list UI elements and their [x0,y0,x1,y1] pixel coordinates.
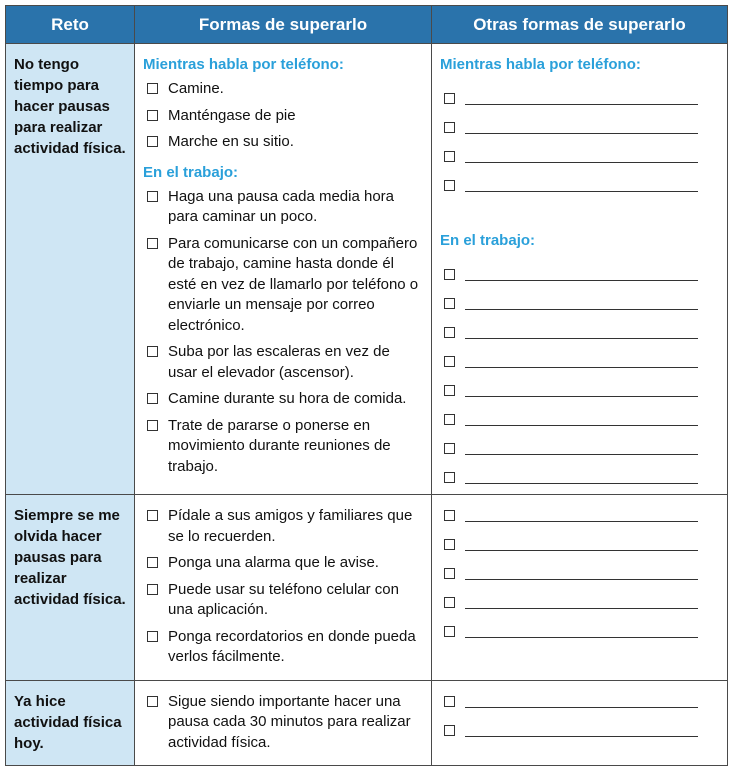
write-in-line[interactable] [465,549,698,551]
checkbox-icon[interactable] [147,191,158,202]
ways-cell [135,680,432,766]
item-text: Ponga recordatorios en donde pueda verlos fácilmente. [168,627,416,665]
write-in-line[interactable] [465,482,698,484]
item-text: Ponga una alarma que le avise. [168,554,379,571]
checkbox-icon[interactable] [147,346,158,357]
blank-option[interactable] [440,79,719,108]
checkbox-icon[interactable] [444,725,455,736]
blank-option[interactable] [440,506,719,525]
write-in-line[interactable] [465,366,698,368]
write-in-line[interactable] [465,395,698,397]
checkbox-icon[interactable] [444,539,455,550]
checkbox-icon[interactable] [444,626,455,637]
write-in-line[interactable] [465,453,698,455]
item-text: Puede usar su teléfono celular con una aplicación. [168,580,399,618]
checkbox-item[interactable] [143,506,423,547]
write-in-line[interactable] [465,337,698,339]
checkbox-item[interactable] [143,580,423,621]
table-row [6,680,728,766]
checkbox-icon[interactable] [444,568,455,579]
header-other-ways: Otras formas de superarlo [432,6,728,44]
table-row [6,495,728,681]
checkbox-item[interactable] [143,553,423,574]
blank-option[interactable] [440,166,719,195]
section-title: Mientras habla por teléfono: [143,56,344,73]
checkbox-icon[interactable] [444,414,455,425]
checkbox-icon[interactable] [444,597,455,608]
item-text: Marche en su sitio. [168,133,294,150]
write-in-line[interactable] [465,636,698,638]
header-challenge: Reto [6,6,135,44]
blank-option[interactable] [440,458,719,487]
checkbox-icon[interactable] [147,83,158,94]
blank-option[interactable] [440,554,719,583]
item-text: Haga una pausa cada media hora para caminar un poco. [168,187,394,225]
checkbox-item[interactable] [143,187,423,228]
checkbox-icon[interactable] [444,356,455,367]
other-ways-cell [432,495,728,681]
checkbox-icon[interactable] [147,510,158,521]
blank-option[interactable] [440,429,719,458]
blank-option[interactable] [440,400,719,429]
item-text: Camine. [168,80,224,97]
blank-option[interactable] [440,137,719,166]
checkbox-item[interactable] [143,389,423,410]
blank-option[interactable] [440,371,719,400]
blank-option[interactable] [440,692,719,711]
blank-option[interactable] [440,525,719,554]
blank-option[interactable] [440,612,719,641]
checkbox-icon[interactable] [444,93,455,104]
write-in-line[interactable] [465,308,698,310]
other-ways-cell [432,44,728,495]
ways-cell [135,44,432,495]
write-in-line[interactable] [465,706,698,708]
checkbox-icon[interactable] [444,269,455,280]
challenge-cell: Ya hice actividad física hoy. [6,680,135,766]
write-in-line[interactable] [465,607,698,609]
item-text: Sigue siendo importante hacer una pausa cada 30 minutos para realizar actividad física. [168,692,411,751]
write-in-line[interactable] [465,520,698,522]
checkbox-icon[interactable] [444,696,455,707]
blank-option[interactable] [440,583,719,612]
checkbox-icon[interactable] [147,631,158,642]
blank-option[interactable] [440,284,719,313]
item-text: Manténgase de pie [168,106,296,124]
checkbox-icon[interactable] [444,180,455,191]
header-ways: Formas de superarlo [135,6,432,44]
checkbox-icon[interactable] [147,584,158,595]
header-row [6,6,728,44]
section-title: Mientras habla por teléfono: [440,56,641,73]
checkbox-icon[interactable] [147,238,158,249]
item-text: Pídale a sus amigos y familiares que se lo recuerden. [168,507,413,545]
checkbox-item[interactable] [143,692,423,754]
checkbox-icon[interactable] [444,510,455,521]
write-in-line[interactable] [465,190,698,192]
blank-option[interactable] [440,313,719,342]
checkbox-item[interactable] [143,342,423,383]
checkbox-item[interactable] [143,79,423,100]
write-in-line[interactable] [465,132,698,134]
item-text: Camine durante su hora de comida. [168,390,407,407]
other-ways-cell [432,680,728,766]
checkbox-item[interactable] [143,627,423,668]
blank-option[interactable] [440,108,719,137]
write-in-line[interactable] [465,279,698,281]
write-in-line[interactable] [465,161,698,163]
section-title: En el trabajo: [440,232,536,249]
checkbox-icon[interactable] [147,696,158,707]
checkbox-item[interactable] [143,416,423,478]
checkbox-icon[interactable] [147,110,158,121]
checkbox-item[interactable] [143,106,423,127]
checkbox-icon[interactable] [147,393,158,404]
challenge-cell: No tengo tiempo para hacer pausas para realizar actividad física. [6,44,135,495]
checkbox-icon[interactable] [444,327,455,338]
section-title: En el trabajo: [143,163,239,181]
checkbox-item[interactable] [143,234,423,337]
checkbox-item[interactable] [143,132,423,153]
checkbox-icon[interactable] [444,122,455,133]
blank-option[interactable] [440,255,719,284]
write-in-line[interactable] [465,735,698,737]
item-text: Trate de pararse o ponerse en movimiento durante reuniones de trabajo. [168,416,391,475]
checkbox-icon[interactable] [147,557,158,568]
item-text: Para comunicarse con un compañero de trabajo, camine hasta donde él esté en vez de llamarlo por teléfono o enviarle un mensaje por correo electrónico. [168,234,419,334]
write-in-line[interactable] [465,103,698,105]
checkbox-icon[interactable] [444,443,455,454]
ways-cell [135,495,432,681]
checkbox-icon[interactable] [444,151,455,162]
write-in-line[interactable] [465,424,698,426]
checkbox-icon[interactable] [147,420,158,431]
checkbox-icon[interactable] [444,385,455,396]
write-in-line[interactable] [465,578,698,580]
checkbox-icon[interactable] [444,472,455,483]
challenge-cell: Siempre se me olvida hacer pausas para realizar actividad física. [6,495,135,681]
challenges-table [5,5,728,766]
item-text: Suba por las escaleras en vez de usar el elevador (ascensor). [168,343,390,381]
checkbox-icon[interactable] [147,136,158,147]
blank-option[interactable] [440,342,719,371]
table-row [6,44,728,495]
blank-option[interactable] [440,711,719,740]
checkbox-icon[interactable] [444,298,455,309]
